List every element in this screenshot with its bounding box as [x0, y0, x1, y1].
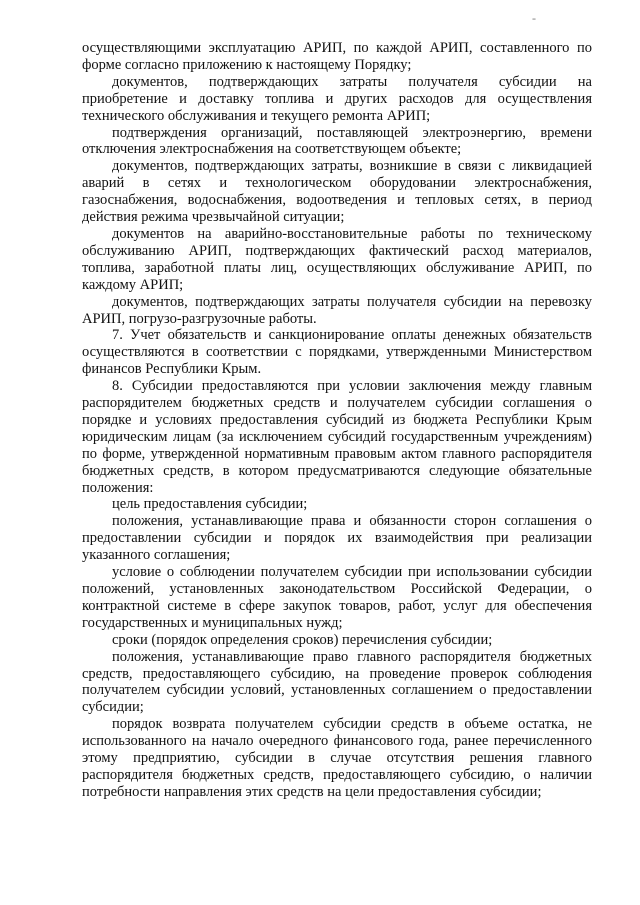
- paragraph: сроки (порядок определения сроков) перечисления субсидии;: [112, 631, 493, 648]
- paragraph: документов на аварийно-восстановительные работы по техническому обслуживанию АРИП, подтверждающих фактический расход материалов, топлива, заработной платы лиц, осуществляющих обслуживание АРИП, по каждому АРИП;: [82, 225, 592, 293]
- paragraph: документов, подтверждающих затраты получателя субсидии на приобретение и доставку топлива и других расходов для осуществления технического обслуживания и текущего ремонта АРИП;: [82, 73, 592, 124]
- paragraph: положения, устанавливающие право главного распорядителя бюджетных средств, предоставляющего субсидию, на проведение проверок соблюдения получателем субсидии условий, установленных соглашением о предоставлении субсидии;: [82, 648, 592, 716]
- paragraph: положения, устанавливающие права и обязанности сторон соглашения о предоставлении субсидии и порядок их взаимодействия при реализации указанного соглашения;: [82, 513, 592, 564]
- paragraph: документов, подтверждающих затраты получателя субсидии на перевозку АРИП, погрузо-разгрузочные работы.: [82, 293, 592, 327]
- paragraph: подтверждения организаций, поставляющей электроэнергию, времени отключения электроснабжения на соответствующем объекте;: [82, 124, 592, 158]
- paragraph: 8. Субсидии предоставляются при условии заключения между главным распорядителем бюджетных средств и получателем субсидии соглашения о порядке и условиях предоставления субсидий из бюджета Республики Крым юридическим лицам (за исключением субсидий государственным учреждениям) по форме, утвержденной нормативным правовым актом главного распорядителя бюджетных средств, в котором предусматриваются следующие обязательные положения:: [82, 378, 592, 496]
- page-mark: -: [532, 11, 536, 25]
- paragraph: порядок возврата получателем субсидии средств в объеме остатка, не использованного на начало очередного финансового года, ранее перечисленного этому предприятию, субсидии в случае отсутствия решения главного распорядителя бюджетных средств, предоставляющего субсидию, о наличии потребности направления этих средств на цели предоставления субсидии;: [82, 716, 592, 800]
- paragraph: 7. Учет обязательств и санкционирование оплаты денежных обязательств осуществляются в соответствии с порядками, утвержденными Министерством финансов Республики Крым.: [82, 327, 592, 378]
- paragraph: осуществляющими эксплуатацию АРИП, по каждой АРИП, составленного по форме согласно приложению к настоящему Порядку;: [82, 40, 592, 73]
- paragraph: условие о соблюдении получателем субсидии при использовании субсидии положений, установленных законодательством Российской Федерации, о контрактной системе в сфере закупок товаров, работ, услуг для обеспечения государственных и муниципальных нужд;: [82, 564, 592, 631]
- paragraph: цель предоставления субсидии;: [112, 496, 308, 513]
- paragraph: документов, подтверждающих затраты, возникшие в связи с ликвидацией аварий в сетях и технологическом оборудовании электроснабжения, газоснабжения, водоснабжения, водоотведения и тепловых сетях, в период действия режима чрезвычайной ситуации;: [82, 158, 592, 226]
